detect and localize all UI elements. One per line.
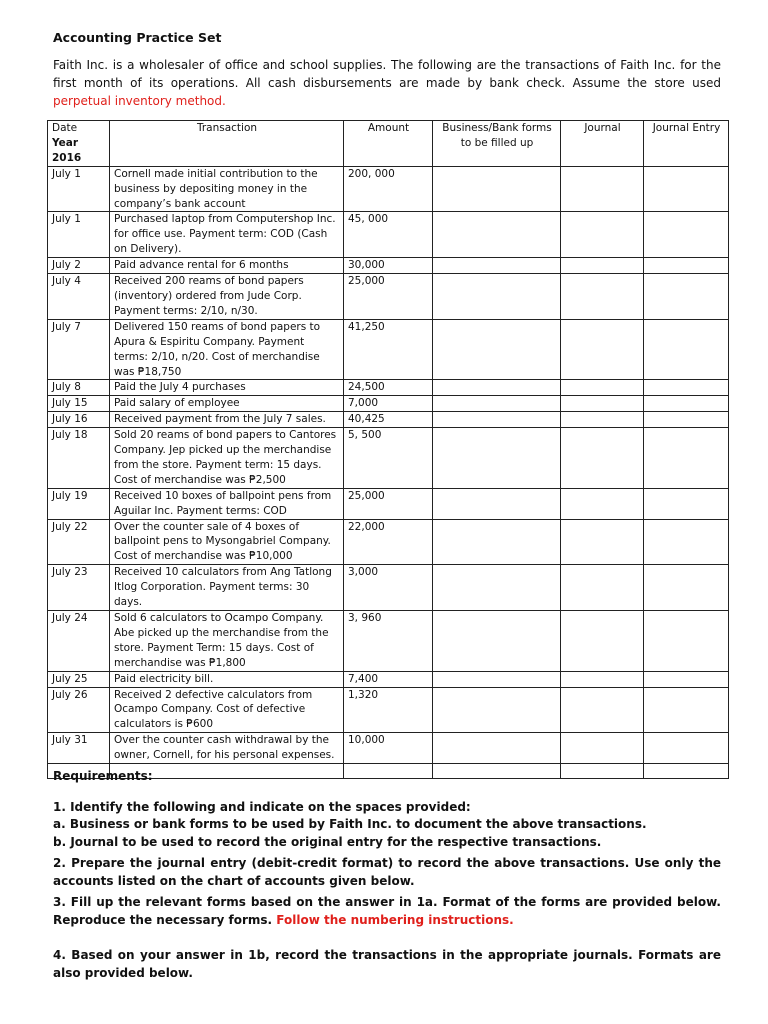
transaction-cell: Received 10 boxes of ballpoint pens from Aguilar Inc. Payment terms: COD <box>110 488 344 519</box>
transaction-cell: Delivered 150 reams of bond papers to Apura & Espiritu Company. Payment terms: 2/10, n/20. Cost of merchandise was ₱18,750 <box>110 319 344 380</box>
forms-cell[interactable] <box>433 565 561 611</box>
date-cell: July 4 <box>48 274 110 320</box>
table-row <box>48 319 729 380</box>
transaction-cell: Sold 6 calculators to Ocampo Company. Abe picked up the merchandise from the store. Payment Term: 15 days. Cost of merchandise was ₱1,800 <box>110 611 344 672</box>
journal-entry-cell[interactable] <box>644 428 729 489</box>
forms-cell[interactable] <box>433 212 561 258</box>
forms-cell[interactable] <box>433 396 561 412</box>
journal-cell[interactable] <box>561 488 644 519</box>
date-cell: July 2 <box>48 258 110 274</box>
table-row <box>48 565 729 611</box>
journal-entry-cell[interactable] <box>644 396 729 412</box>
requirement-2: 2. Prepare the journal entry (debit-credit format) to record the above transactions. Use only the accounts listed on the chart of accounts given below. <box>53 856 721 888</box>
date-cell: July 22 <box>48 519 110 565</box>
amount-cell: 25,000 <box>344 274 433 320</box>
requirements-heading: Requirements: <box>53 769 153 783</box>
forms-cell[interactable] <box>433 611 561 672</box>
forms-cell[interactable] <box>433 519 561 565</box>
amount-cell: 7,000 <box>344 396 433 412</box>
transaction-cell: Purchased laptop from Computershop Inc. for office use. Payment term: COD (Cash on Delivery). <box>110 212 344 258</box>
forms-cell[interactable] <box>433 258 561 274</box>
journal-cell[interactable] <box>561 212 644 258</box>
forms-cell[interactable] <box>433 319 561 380</box>
requirement-1: 1. Identify the following and indicate on the spaces provided: <box>53 799 471 814</box>
table-row <box>48 671 729 687</box>
intro-highlight: perpetual inventory method <box>53 94 223 108</box>
journal-entry-cell[interactable] <box>644 212 729 258</box>
table-row <box>48 412 729 428</box>
amount-cell: 24,500 <box>344 380 433 396</box>
journal-cell[interactable] <box>561 565 644 611</box>
journal-cell[interactable] <box>561 412 644 428</box>
forms-cell[interactable] <box>433 166 561 212</box>
intro-end: . <box>222 94 226 108</box>
amount-cell: 5, 500 <box>344 428 433 489</box>
table-row <box>48 611 729 672</box>
amount-cell: 30,000 <box>344 258 433 274</box>
forms-cell[interactable] <box>433 274 561 320</box>
date-cell: July 18 <box>48 428 110 489</box>
journal-cell[interactable] <box>561 611 644 672</box>
journal-entry-cell[interactable] <box>644 274 729 320</box>
date-cell: July 15 <box>48 396 110 412</box>
requirements-section <box>53 768 721 982</box>
year-header-value: 2016 <box>52 151 82 164</box>
table-row <box>48 687 729 733</box>
forms-cell[interactable] <box>433 488 561 519</box>
transaction-header: Transaction <box>110 121 344 167</box>
amount-cell: 200, 000 <box>344 166 433 212</box>
date-header-label: Date <box>52 122 78 134</box>
forms-cell[interactable] <box>433 687 561 733</box>
journal-cell[interactable] <box>561 671 644 687</box>
forms-header: Business/Bank forms to be filled up <box>433 121 561 167</box>
journal-cell[interactable] <box>561 428 644 489</box>
amount-cell: 25,000 <box>344 488 433 519</box>
date-cell: July 1 <box>48 212 110 258</box>
forms-cell[interactable] <box>433 412 561 428</box>
date-cell: July 1 <box>48 166 110 212</box>
transaction-cell: Over the counter sale of 4 boxes of ballpoint pens to Mysongabriel Company. Cost of merchandise was ₱10,000 <box>110 519 344 565</box>
transaction-cell: Received payment from the July 7 sales. <box>110 412 344 428</box>
amount-cell: 45, 000 <box>344 212 433 258</box>
amount-cell: 41,250 <box>344 319 433 380</box>
date-cell: July 8 <box>48 380 110 396</box>
transaction-cell: Paid advance rental for 6 months <box>110 258 344 274</box>
table-row <box>48 733 729 764</box>
table-row <box>48 396 729 412</box>
journal-header: Journal <box>561 121 644 167</box>
journal-cell[interactable] <box>561 166 644 212</box>
journal-cell[interactable] <box>561 519 644 565</box>
requirement-1a: a. Business or bank forms to be used by Faith Inc. to document the above transactions. <box>53 817 647 831</box>
journal-cell[interactable] <box>561 687 644 733</box>
transaction-cell: Received 200 reams of bond papers (inventory) ordered from Jude Corp. Payment terms: 2/10, n/30. <box>110 274 344 320</box>
journal-entry-cell[interactable] <box>644 519 729 565</box>
transaction-cell: Cornell made initial contribution to the business by depositing money in the company’s bank account <box>110 166 344 212</box>
amount-cell: 40,425 <box>344 412 433 428</box>
date-cell: July 25 <box>48 671 110 687</box>
journal-entry-cell[interactable] <box>644 488 729 519</box>
transaction-cell: Paid the July 4 purchases <box>110 380 344 396</box>
requirement-3-highlight: Follow the numbering instructions. <box>276 912 514 927</box>
forms-cell[interactable] <box>433 671 561 687</box>
amount-cell: 1,320 <box>344 687 433 733</box>
journal-entry-cell[interactable] <box>644 611 729 672</box>
page-title: Accounting Practice Set <box>53 30 222 45</box>
requirement-3 <box>53 894 721 929</box>
transaction-cell: Received 10 calculators from Ang Tatlong Itlog Corporation. Payment terms: 30 days. <box>110 565 344 611</box>
journal-entry-cell[interactable] <box>644 380 729 396</box>
transaction-cell: Over the counter cash withdrawal by the owner, Cornell, for his personal expenses. <box>110 733 344 764</box>
table-row <box>48 380 729 396</box>
journal-cell[interactable] <box>561 396 644 412</box>
intro-paragraph <box>53 56 721 110</box>
table-row <box>48 166 729 212</box>
transactions-body <box>48 166 729 778</box>
date-cell: July 24 <box>48 611 110 672</box>
table-header-row <box>48 121 729 167</box>
amount-cell: 3,000 <box>344 565 433 611</box>
amount-cell: 7,400 <box>344 671 433 687</box>
forms-cell[interactable] <box>433 733 561 764</box>
date-cell: July 16 <box>48 412 110 428</box>
journal-cell[interactable] <box>561 274 644 320</box>
table-row <box>48 212 729 258</box>
journal-entry-cell[interactable] <box>644 687 729 733</box>
intro-text: Faith Inc. is a wholesaler of office and school supplies. The following are the transactions of Faith Inc. for the first month of its operations. All cash disbursements are made by bank check. Assume the store used <box>53 58 721 90</box>
requirement-4: 4. Based on your answer in 1b, record the transactions in the appropriate journals. Formats are also provided below. <box>53 948 721 980</box>
journal-entry-cell[interactable] <box>644 166 729 212</box>
table-row <box>48 519 729 565</box>
transaction-cell: Paid electricity bill. <box>110 671 344 687</box>
requirement-3-text: 3. Fill up the relevant forms based on the answer in 1a. Format of the forms are provided below. Reproduce the necessary forms. <box>53 895 721 927</box>
amount-header: Amount <box>344 121 433 167</box>
journal-entry-cell[interactable] <box>644 565 729 611</box>
date-cell: July 7 <box>48 319 110 380</box>
transaction-cell: Paid salary of employee <box>110 396 344 412</box>
journal-entry-cell[interactable] <box>644 319 729 380</box>
transaction-cell: Received 2 defective calculators from Ocampo Company. Cost of defective calculators is ₱600 <box>110 687 344 733</box>
transactions-table <box>47 120 729 779</box>
date-header <box>48 121 110 167</box>
journal-entry-cell[interactable] <box>644 412 729 428</box>
date-cell: July 31 <box>48 733 110 764</box>
journal-cell[interactable] <box>561 380 644 396</box>
journal-entry-header: Journal Entry <box>644 121 729 167</box>
forms-cell[interactable] <box>433 428 561 489</box>
table-row <box>48 428 729 489</box>
date-cell: July 19 <box>48 488 110 519</box>
amount-cell: 22,000 <box>344 519 433 565</box>
table-row <box>48 488 729 519</box>
table-row <box>48 274 729 320</box>
date-cell: July 26 <box>48 687 110 733</box>
journal-entry-cell[interactable] <box>644 733 729 764</box>
forms-cell[interactable] <box>433 380 561 396</box>
journal-cell[interactable] <box>561 319 644 380</box>
journal-entry-cell[interactable] <box>644 671 729 687</box>
amount-cell: 10,000 <box>344 733 433 764</box>
transaction-cell: Sold 20 reams of bond papers to Cantores Company. Jep picked up the merchandise from the store. Payment term: 15 days. Cost of merchandise was ₱2,500 <box>110 428 344 489</box>
table-row <box>48 258 729 274</box>
journal-entry-cell[interactable] <box>644 258 729 274</box>
year-header-label: Year <box>52 136 79 149</box>
date-cell: July 23 <box>48 565 110 611</box>
journal-cell[interactable] <box>561 733 644 764</box>
journal-cell[interactable] <box>561 258 644 274</box>
requirement-1b: b. Journal to be used to record the original entry for the respective transactions. <box>53 834 602 849</box>
amount-cell: 3, 960 <box>344 611 433 672</box>
